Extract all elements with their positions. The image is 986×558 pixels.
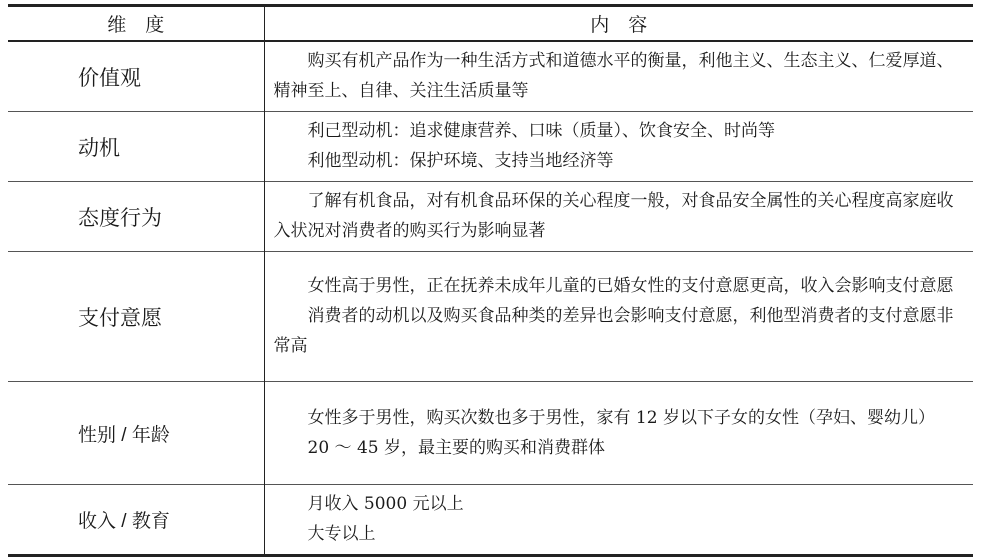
content-cell	[264, 382, 973, 485]
content-paragraph: 利己型动机：追求健康营养、口味（质量）、饮食安全、时尚等	[307, 121, 775, 141]
header-content: 内 容	[590, 14, 648, 36]
dimension-cell: 价值观	[8, 41, 264, 112]
dimension-cell: 收入 / 教育	[8, 485, 264, 556]
content-paragraph: 购买有机产品作为一种生活方式和道德水平的衡量，利他主义、生态主义、仁爱厚道、精神至上、自律、关注生活质量等	[273, 51, 954, 101]
content-cell	[264, 252, 973, 382]
content-paragraph: 20 ～ 45 岁，最主要的购买和消费群体	[307, 437, 605, 458]
table-row	[8, 41, 973, 112]
table-row	[8, 112, 973, 182]
dimension-cell: 性别 / 年龄	[8, 382, 264, 485]
header-dimension: 维 度	[8, 6, 264, 42]
dimension-cell: 动机	[8, 112, 264, 182]
content-paragraph: 女性高于男性，正在抚养未成年儿童的已婚女性的支付意愿更高，收入会影响支付意愿	[307, 276, 954, 296]
table-row	[8, 485, 973, 556]
content-cell	[264, 485, 973, 556]
dimension-cell: 支付意愿	[8, 252, 264, 382]
table-header-row	[8, 6, 973, 42]
content-paragraph: 大专以上	[307, 524, 376, 544]
content-cell	[264, 41, 973, 112]
content-paragraph: 了解有机食品，对有机食品环保的关心程度一般，对食品安全属性的关心程度高家庭收入状况对消费者的购买行为影响显著	[273, 191, 954, 241]
dimension-cell: 态度行为	[8, 182, 264, 252]
content-paragraph: 消费者的动机以及购买食品种类的差异也会影响支付意愿，利他型消费者的支付意愿非常高	[273, 306, 954, 356]
content-cell	[264, 112, 973, 182]
table-row	[8, 182, 973, 252]
content-paragraph: 利他型动机：保护环境、支持当地经济等	[307, 151, 614, 171]
content-paragraph: 月收入 5000 元以上	[307, 494, 464, 514]
content-paragraph: 女性多于男性，购买次数也多于男性，家有 12 岁以下子女的女性（孕妇、婴幼儿）	[307, 407, 935, 428]
consumer-characteristics-table-wrapper	[8, 4, 973, 557]
table-row	[8, 252, 973, 382]
table-row	[8, 382, 973, 485]
consumer-characteristics-table	[8, 4, 973, 557]
content-cell	[264, 182, 973, 252]
